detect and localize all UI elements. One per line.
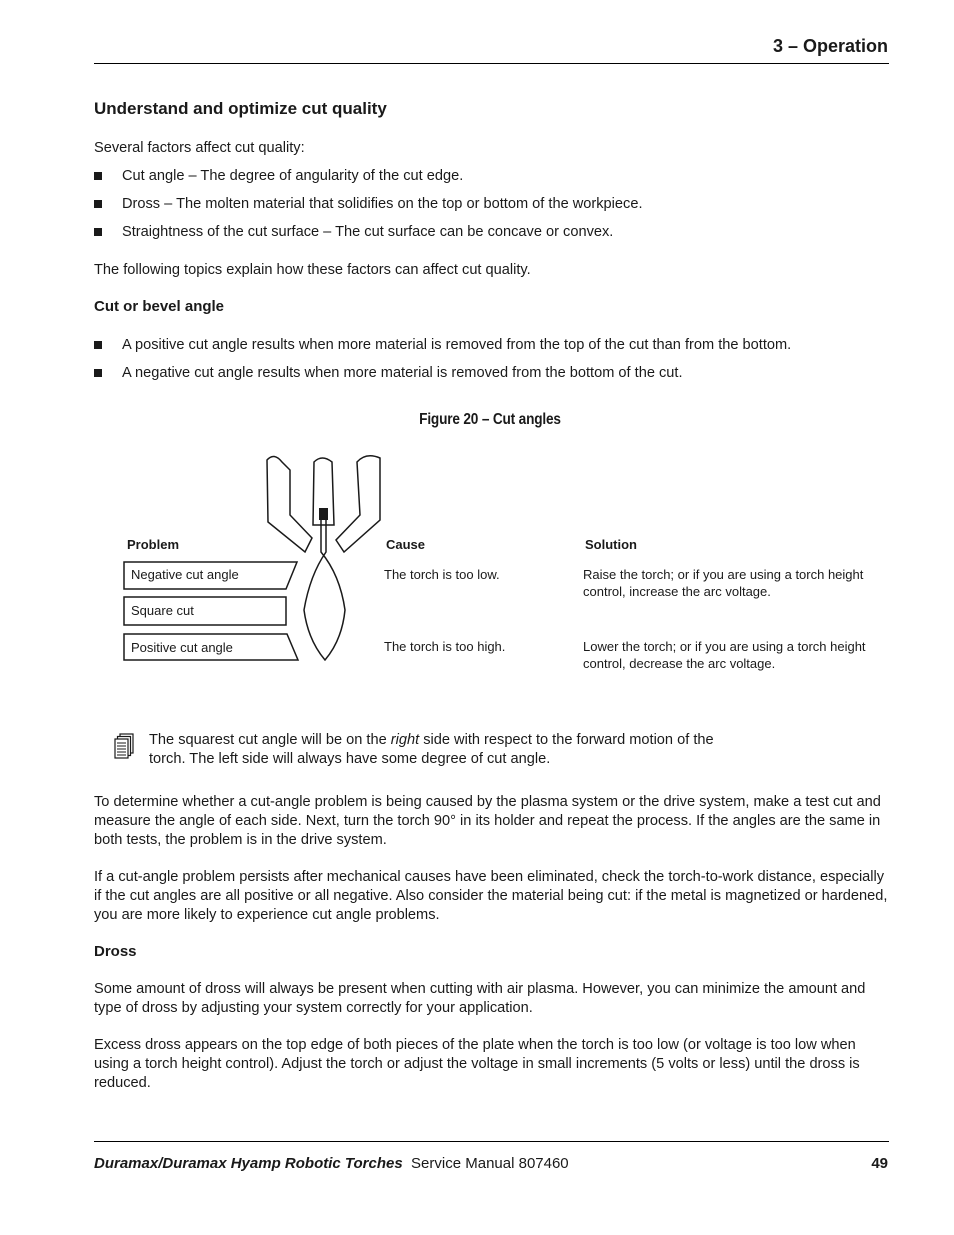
positive-cut-label: Positive cut angle: [131, 640, 233, 655]
solution-high-line1: Lower the torch; or if you are using a torch height: [583, 639, 866, 654]
dross-paragraph-1: Some amount of dross will always be present when cutting with air plasma. However, you can minimize the amount and type of dross by adjusting your system correctly for your application.: [94, 981, 866, 1016]
solution-low-line1: Raise the torch; or if you are using a torch height: [583, 567, 864, 582]
list-item-text: Cut angle – The degree of angularity of the cut edge.: [122, 168, 464, 184]
list-item-text: Straightness of the cut surface – The cut surface can be concave or convex.: [122, 224, 614, 240]
footer-product: Duramax/Duramax Hyamp Robotic Torches: [94, 1155, 403, 1172]
note-text-before: The squarest cut angle will be on the: [149, 732, 391, 748]
test-paragraph: To determine whether a cut-angle problem is being caused by the plasma system or the drive system, make a test cut and measure the angle of each side. Next, turn the torch 90° in its holder and repeat the process. If the angles are the same in both tests, the problem is in the drive system.: [94, 794, 881, 848]
page-number: 49: [871, 1155, 888, 1172]
electrode: [319, 508, 328, 520]
cause-header: Cause: [386, 537, 426, 552]
square-cut-label: Square cut: [131, 603, 194, 618]
section-title: Understand and optimize cut quality: [94, 99, 387, 118]
footer-title: [94, 1155, 569, 1172]
bevel-heading: Cut or bevel angle: [94, 298, 225, 315]
torch-shield-right: [336, 456, 380, 552]
solution-header: Solution: [585, 537, 637, 552]
list-item-text: A negative cut angle results when more material is removed from the bottom of the cut.: [122, 365, 683, 381]
solution-high: [583, 638, 866, 672]
cause-high: The torch is too high.: [384, 639, 506, 654]
footer-rule: [94, 1141, 889, 1142]
negative-cut-label: Negative cut angle: [131, 567, 239, 582]
following-text: The following topics explain how these factors can affect cut quality.: [94, 262, 531, 278]
note-text-after: side with respect to the forward motion of the: [419, 732, 714, 748]
cause-low: The torch is too low.: [384, 567, 500, 582]
list-item-text: A positive cut angle results when more material is removed from the top of the cut than from the bottom.: [122, 337, 792, 353]
chapter-title: 3 – Operation: [772, 36, 888, 56]
dross-heading: Dross: [94, 943, 137, 960]
figure-title: Figure 20 – Cut angles: [419, 411, 561, 428]
list-item-text: Dross – The molten material that solidifies on the top or bottom of the workpiece.: [122, 196, 643, 212]
note-text-line2: torch. The left side will always have some degree of cut angle.: [149, 751, 551, 767]
solution-low: [583, 566, 863, 600]
problem-header: Problem: [127, 537, 180, 552]
intro-text: Several factors affect cut quality:: [94, 140, 305, 156]
solution-low-line2: control, increase the arc voltage.: [583, 584, 771, 599]
note-text: [149, 731, 749, 769]
note-emphasis: right: [390, 732, 420, 748]
footer-manual: Service Manual 807460: [411, 1155, 569, 1172]
solution-high-line2: control, decrease the arc voltage.: [583, 656, 776, 671]
persist-paragraph: If a cut-angle problem persists after mechanical causes have been eliminated, check the torch-to-work distance, especially if the cut angles are all positive or all negative. Also consider the material being cut: if the metal is magnetized or hardened, you are more likely to experience cut angle problems.: [94, 869, 888, 923]
torch-shield-left: [267, 456, 312, 552]
note-icon: [112, 733, 136, 761]
dross-paragraph-2: Excess dross appears on the top edge of both pieces of the plate when the torch is too low (or voltage is too low when using a torch height control). Adjust the torch or adjust the voltage in small increments (5 volts or less) until the dross is reduced.: [94, 1037, 860, 1091]
